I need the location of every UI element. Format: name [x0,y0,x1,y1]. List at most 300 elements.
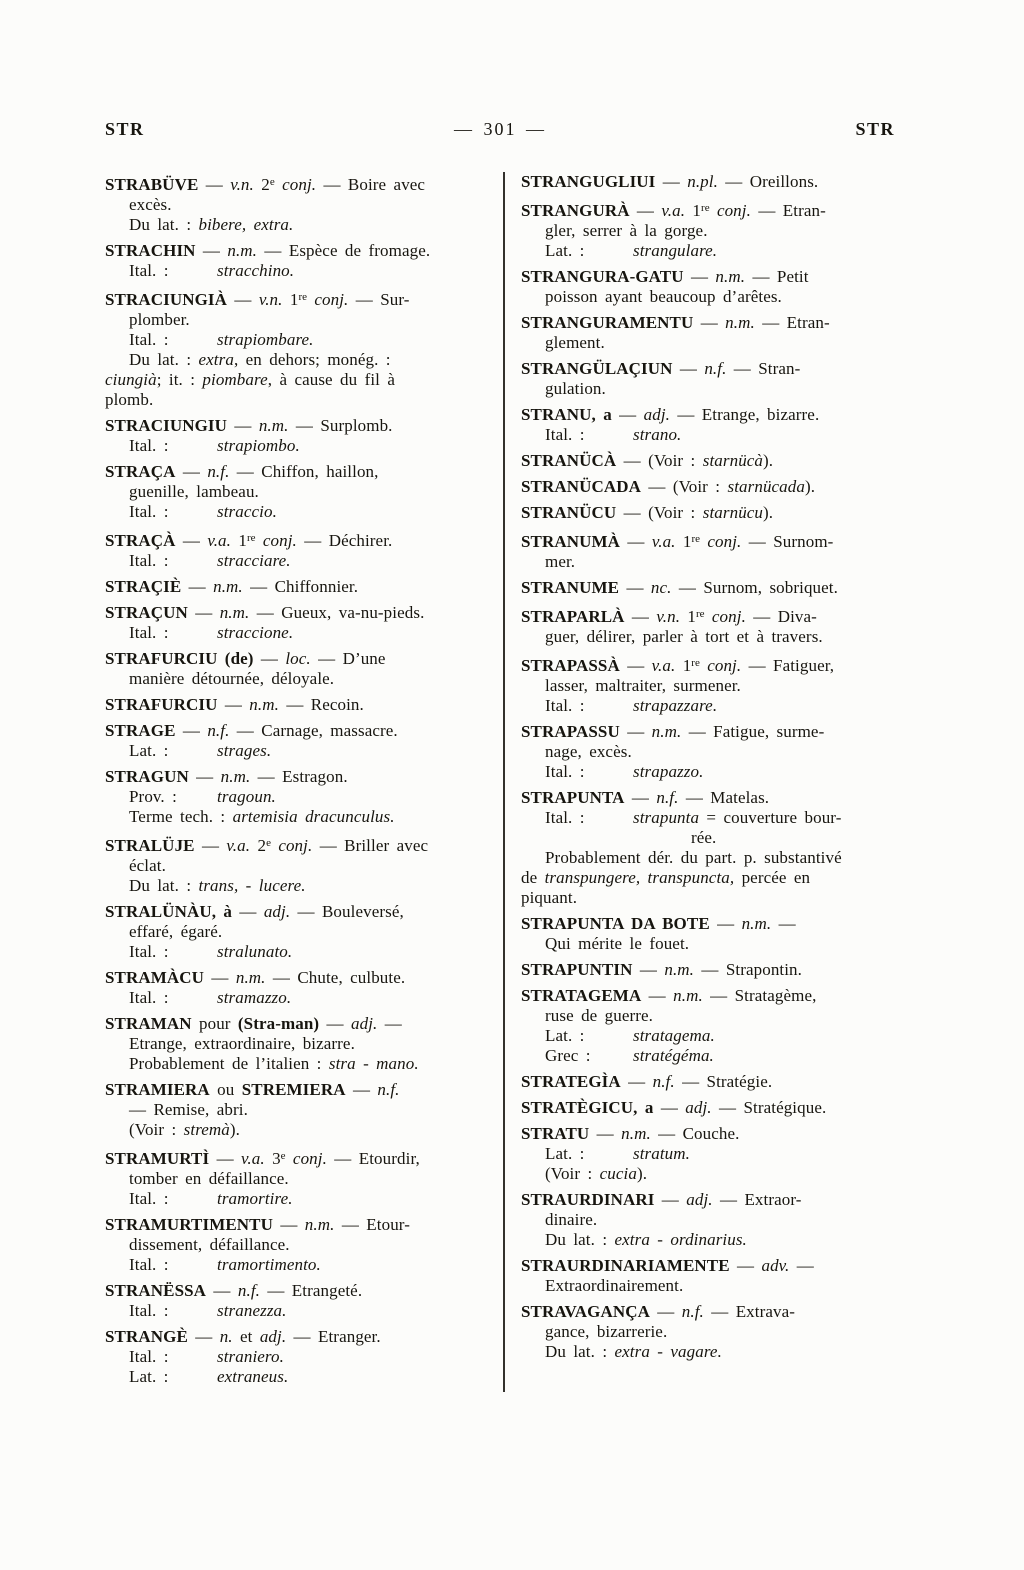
text-run: e [280,1150,286,1162]
text-run: — [206,1281,238,1300]
entry-line [105,261,499,281]
entry-line [105,241,499,261]
text-run: de [521,868,545,887]
text-run: percée en [734,868,811,887]
dictionary-entry [105,902,499,962]
dictionary-entry [105,968,499,1008]
headword: STRANÜCÀ [521,451,617,470]
text-run: — [272,1215,305,1234]
dictionary-entry [521,788,915,908]
text-run: strapazzare. [633,696,718,715]
headword: STRATAGEMA [521,986,642,1005]
entry-line [521,359,915,379]
text-run: stra - mano. [328,1054,419,1073]
text-run: conj. [262,531,297,550]
text-run: nc. [650,578,672,597]
text-run: Ital. : [129,502,169,521]
entry-line [521,1276,915,1296]
headword: STRACIUNGIU [105,416,228,435]
text-run: — [709,914,742,933]
text-run: Ital. : [129,623,169,642]
dictionary-entry [105,767,499,827]
entry-line [521,986,915,1006]
text-run: piquant. [521,888,578,907]
dictionary-entry [521,1098,915,1118]
dictionary-entry [105,462,499,522]
text-run: dinaire. [545,1210,598,1229]
dictionary-entry [521,477,915,497]
entry-line [105,287,499,310]
text-run: trans, - lucere. [198,876,306,895]
entry-line [521,676,915,696]
headword: STRANGURÀ [521,201,630,220]
entry-line [105,767,499,787]
text-run: strapiombare. [217,330,314,349]
text-run: artemisia dracunculus. [232,807,395,826]
headword: STRALÜJE [105,836,195,855]
dictionary-entry [105,172,499,235]
text-run: — Stratagème, [702,986,817,1005]
text-run: gulation. [545,379,606,398]
text-run: — Briller avec [312,836,429,855]
text-run: — Estragon. [250,767,348,786]
text-run: Lat. : [129,1367,169,1386]
entry-line [521,313,915,333]
entry-line [521,451,915,471]
dictionary-entry [105,528,499,571]
text-run: (Voir : [129,1120,184,1139]
text-run: Ital. : [129,330,169,349]
text-run: n.m. [220,767,251,786]
text-run: STREMIERA [241,1080,346,1099]
headword: STRAPASSU [521,722,620,741]
text-run: stramazzo. [217,988,292,1007]
text-run: — (Voir : [616,503,703,522]
text-run: n. [219,1327,233,1346]
text-run: stracchino. [217,261,295,280]
text-run: — [620,1072,653,1091]
dictionary-entry [105,416,499,456]
headword: STRANU, a [521,405,612,424]
headword: STRAFURCIU (de) [105,649,254,668]
text-run: 1 [231,531,247,550]
text-run: v.n. [656,607,681,626]
headword: STRAPUNTA DA BOTE [521,914,710,933]
text-run: Lat. : [545,241,585,260]
text-run: extra - ordinarius. [614,1230,747,1249]
text-run: — [611,405,644,424]
text-run: — [188,767,221,786]
entry-line [105,1189,499,1209]
running-head-right: STR [855,119,895,139]
text-run: — Diva- [745,607,817,626]
entry-line [105,856,499,876]
entry-line [521,888,915,908]
text-run: stratagema. [633,1026,715,1045]
text-run [286,1149,293,1168]
text-run: adj. [351,1014,378,1033]
headword: STRATU [521,1124,590,1143]
entry-line [105,310,499,330]
text-run: n.m. [249,695,279,714]
dictionary-entry [521,503,915,523]
text-run: — Chiffon, haillon, [229,462,379,481]
dictionary-entry [105,695,499,715]
text-run: — Etour- [334,1215,410,1234]
entry-line [521,1210,915,1230]
entry-line [105,1235,499,1255]
dictionary-entry [105,833,499,896]
text-run: n.m. [621,1124,651,1143]
entry-line [521,1230,915,1250]
entry-line [105,528,499,551]
text-run: guer, délirer, parler à tort et à travers. [545,627,823,646]
entry-line [105,721,499,741]
text-run: starnücu [702,503,764,522]
entry-line [105,833,499,856]
text-run: — [175,462,208,481]
entry-line [105,922,499,942]
text-run: 1 [282,290,299,309]
text-run: plomb. [105,390,154,409]
dictionary-entry [521,451,915,471]
text-run: — [204,968,236,987]
entry-line [105,330,499,350]
entry-line [105,1169,499,1189]
entry-line [521,1006,915,1026]
headword: STRAÇUN [105,603,188,622]
entry-line [105,1034,499,1054]
text-run: re [696,608,705,620]
text-run: re [691,657,700,669]
entry-line [105,1054,499,1074]
entry-line [521,604,915,627]
text-run: gler, serrer à la gorge. [545,221,708,240]
text-run: — Etourdir, [326,1149,420,1168]
text-run: strapazzo. [633,762,704,781]
text-run: n.f. [656,788,679,807]
entry-line [105,787,499,807]
dictionary-entry [105,721,499,761]
headword: STRAGUN [105,767,189,786]
text-run: — [654,1190,687,1209]
text-run: Probablement de l’italien : [129,1054,329,1073]
text-run: mer. [545,552,576,571]
text-run: — [194,836,227,855]
text-run: stratégéma. [633,1046,714,1065]
text-run: — Sur- [348,290,410,309]
text-run: stracciare. [217,551,291,570]
text-run: plomber. [129,310,190,329]
entry-line [105,436,499,456]
text-run: v.a. [651,656,676,675]
headword: STRACHIN [105,241,196,260]
text-run: , en dehors; monég. : [233,350,391,369]
entry-line [521,1322,915,1342]
text-run: Grec : [545,1046,591,1065]
text-run: dissement, défaillance. [129,1235,290,1254]
entry-line [105,603,499,623]
entry-line [521,333,915,353]
text-run: — Fatiguer, [741,656,835,675]
entry-line [105,215,499,235]
text-run: n.m. [651,722,682,741]
text-run: — [195,241,228,260]
entry-line [105,902,499,922]
text-run: conj. [278,836,313,855]
text-run: — Boire avec [316,175,426,194]
entry-line [521,477,915,497]
headword: STRAURDINARIAMENTE [521,1256,730,1275]
dictionary-entry [521,604,915,647]
text-run: — [619,578,651,597]
dictionary-entry [105,1080,499,1140]
entry-line [521,379,915,399]
text-run: et [232,1327,260,1346]
dictionary-entry [521,1302,915,1362]
headword: STRAPUNTIN [521,960,633,979]
text-run: — [253,649,286,668]
text-run: stratum. [633,1144,691,1163]
entry-line [521,425,915,445]
text-run: — D’une [310,649,386,668]
text-run: 1 [680,607,696,626]
entry-line [521,1256,915,1276]
text-run [710,201,717,220]
text-run: — Espèce de fromage. [257,241,431,260]
dictionary-entry [105,1215,499,1275]
text-run: conj. [707,656,742,675]
headword: STRANÜCADA [521,477,642,496]
entry-line [105,172,499,195]
entry-line [521,1144,915,1164]
entry-line [105,1301,499,1321]
text-run: Ital. : [129,988,169,1007]
dictionary-entry [105,1014,499,1074]
text-run: — [619,656,652,675]
entry-line [521,552,915,572]
entry-line [521,1164,915,1184]
entry-line [105,416,499,436]
entry-line [521,1302,915,1322]
headword: STRAMAN [105,1014,192,1033]
entry-line [521,241,915,261]
text-run: Du lat. : [129,876,199,895]
text-run: — [589,1124,622,1143]
text-run: — Strapontin. [694,960,803,979]
text-run: v.a. [661,201,686,220]
entry-line [521,762,915,782]
headword: STRAPUNTA [521,788,625,807]
text-run: Du lat. : [545,1230,615,1249]
text-run: n.pl. [687,172,718,191]
text-run: — Couche. [650,1124,740,1143]
text-run: Terme tech. : [129,807,233,826]
headword: STRACIUNGIÀ [105,290,228,309]
text-run: n.f. [681,1302,704,1321]
text-run: 1 [675,656,692,675]
text-run: starnücà [702,451,764,470]
text-run: — Surnom, sobriquet. [671,578,838,597]
text-run: extra [198,350,234,369]
text-run: — [319,1014,351,1033]
entry-line [521,742,915,762]
headword: STRANGURAMENTU [521,313,694,332]
text-run: — Extrava- [703,1302,796,1321]
text-run: — (Voir : [616,451,703,470]
text-run: adj. [259,1327,287,1346]
text-run: n.f. [237,1281,260,1300]
text-run: strano. [633,425,682,444]
text-run: — Stratégique. [711,1098,827,1117]
text-run: Ital. : [129,1301,169,1320]
text-run: re [298,291,308,303]
text-run: — Surplomb. [288,416,393,435]
text-run: — [624,788,657,807]
text-run: v.a. [226,836,251,855]
text-run: loc. [285,649,311,668]
text-run: Lat. : [545,1026,585,1045]
text-run: ruse de guerre. [545,1006,654,1025]
text-run: — Remise, abri. [129,1100,248,1119]
text-run: — (Voir : [641,477,728,496]
text-run: , à cause du fil à [267,370,396,389]
headword: STRAMURTÌ [105,1149,210,1168]
text-run [705,607,712,626]
dictionary-entry [105,1146,499,1209]
entry-line [521,1046,915,1066]
dictionary-entry [521,405,915,445]
headword: STRAFURCIU [105,695,218,714]
text-run: excès. [129,195,172,214]
text-run: — Bouleversé, [290,902,404,921]
entry-line [105,350,499,370]
text-run: v.n. [258,290,283,309]
text-run: — [641,986,674,1005]
headword: STRAURDINARI [521,1190,655,1209]
text-run: n.f. [377,1080,400,1099]
text-run: conj. [707,532,742,551]
headword: STRANUME [521,578,620,597]
text-run: — [653,1098,686,1117]
entry-line [521,1098,915,1118]
text-run: re [246,532,256,544]
entry-line [521,808,915,828]
entry-line [105,623,499,643]
page-number: — 301 — [454,119,546,139]
headword: STRAMURTIMENTU [105,1215,273,1234]
text-run: tragoun. [217,787,276,806]
text-run: re [691,533,701,545]
entry-line [105,577,499,597]
text-run: — [789,1256,814,1275]
text-run: ). [229,1120,241,1139]
entry-line [521,788,915,808]
entry-line [105,1146,499,1169]
text-run: effaré, égaré. [129,922,223,941]
entry-line [105,649,499,669]
text-run: 3 [264,1149,281,1168]
text-run: — [693,313,726,332]
text-run: Ital. : [129,436,169,455]
text-run: — Extraor- [712,1190,802,1209]
dictionary-entry [521,267,915,307]
text-run: — Etrangeté. [260,1281,363,1300]
text-run: transpungere, transpuncta, [544,868,735,887]
text-run: lasser, maltraiter, surmener. [545,676,741,695]
text-run: — [624,607,657,626]
entry-line [105,195,499,215]
headword: STRAMIERA [105,1080,210,1099]
entry-line [521,914,915,934]
text-run: n.m. [741,914,772,933]
text-run: Ital. : [545,696,585,715]
text-run: — [227,416,259,435]
text-run: — [175,721,208,740]
entry-line [105,695,499,715]
text-run: strangulare. [633,241,718,260]
text-run: pour [191,1014,238,1033]
text-run: Probablement dér. du part. p. substantivé [545,848,842,867]
text-run: bibere, extra. [198,215,294,234]
entry-line [521,828,915,848]
dictionary-entry [105,649,499,689]
entry-line [105,462,499,482]
text-run: n.f. [704,359,727,378]
dictionary-entry [105,577,499,597]
text-run: Lat. : [129,741,169,760]
text-run: ciungià [105,370,157,389]
dictionary-entry [105,1281,499,1321]
entry-line [105,370,499,390]
headword: STRANËSSA [105,1281,207,1300]
entry-line [521,627,915,647]
entry-line [105,741,499,761]
text-run: — Chute, culbute. [265,968,406,987]
text-run: éclat. [129,856,166,875]
text-run: — [187,1327,220,1346]
text-run: conj. [716,201,751,220]
text-run: v.n. [230,175,254,194]
text-run: adj. [263,902,291,921]
headword: STRATÈGICU, a [521,1098,654,1117]
text-run: — [175,531,208,550]
headword: STRATEGÌA [521,1072,621,1091]
text-run: Ital. : [545,762,585,781]
entry-line [521,653,915,676]
text-run: re [701,202,710,214]
text-run: ). [636,1164,648,1183]
text-run: e [269,176,275,188]
text-run: 2 [253,175,270,194]
text-run: Prov. : [129,787,177,806]
text-run: strapiombo. [217,436,300,455]
dictionary-entry [105,603,499,643]
text-run: — [649,1302,682,1321]
entry-line [521,1342,915,1362]
entry-line [521,1072,915,1092]
text-run: Ital. : [129,942,169,961]
text-run: stranezza. [217,1301,287,1320]
text-run: n.m. [725,313,755,332]
entry-line [521,868,915,888]
entry-line [105,942,499,962]
text-run: — [345,1080,378,1099]
entry-line [105,502,499,522]
text-run: glement. [545,333,605,352]
headword: STRANUMÀ [521,532,621,551]
text-run: Ital. : [129,261,169,280]
